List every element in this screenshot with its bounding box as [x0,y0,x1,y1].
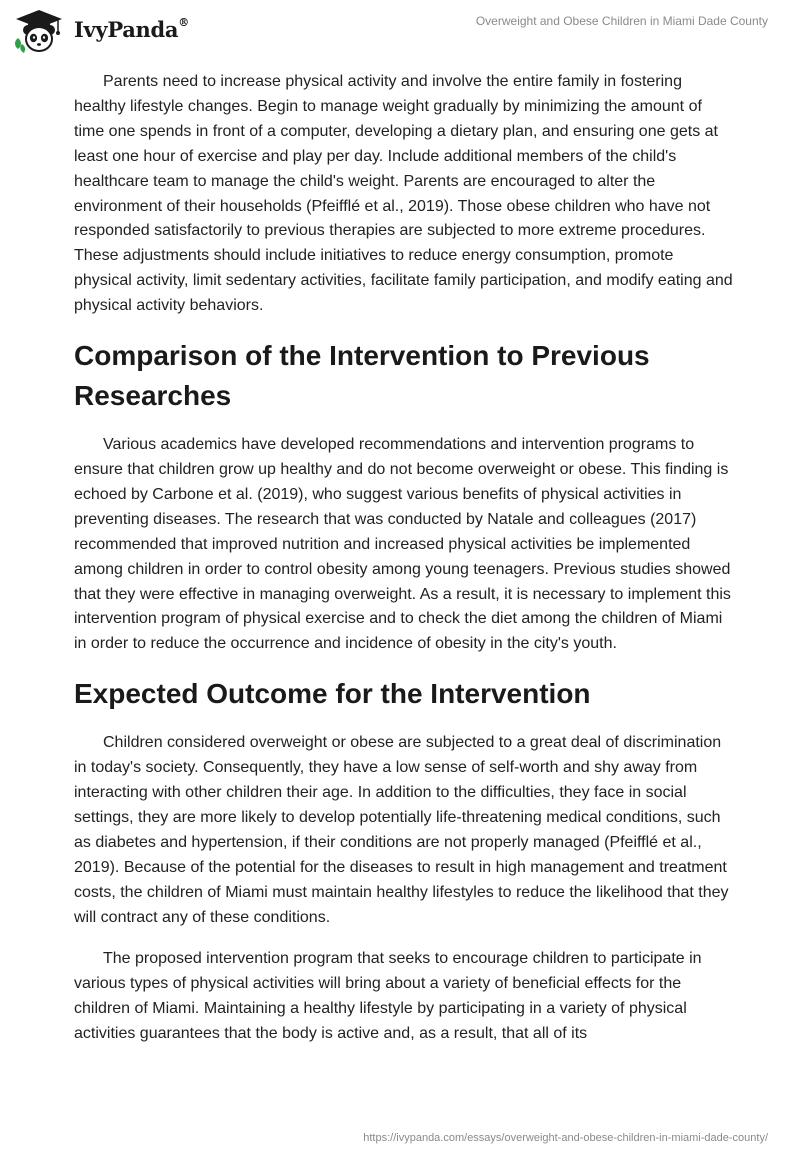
registered-mark: ® [178,15,189,29]
document-title: Overweight and Obese Children in Miami Dade County [475,14,768,28]
article-body [74,70,734,1047]
brand-name [74,17,189,42]
source-url[interactable]: https://ivypanda.com/essays/overweight-and-obese-children-in-miami-dade-county/ [363,1132,768,1144]
ivypanda-logo[interactable] [12,8,189,54]
paragraph-discrimination: Children considered overweight or obese are subjected to a great deal of discrimination in today's society. Consequently, they have a low sense of self-worth and shy away from interacting with other children their age. In addition to the difficulties, they face in social settings, they are more likely to develop potentially life-threatening medical conditions, such as diabetes and hypertension, if their conditions are not properly managed (Pfeifflé et al., 2019). Because of the potential for the diseases to result in high management and treatment costs, the children of Miami must maintain healthy lifestyles to reduce the likelihood that they will contract any of these conditions. [74,734,729,926]
panda-graduation-cap-icon [12,8,66,54]
page-header [0,0,800,64]
paragraph-proposed-program: The proposed intervention program that seeks to encourage children to participate in various types of physical activities will bring about a variety of beneficial effects for the children of Miami. Maintaining a healthy lifestyle by participating in a variety of physical activities guarantees that the body is active and, as a result, that all of its [74,950,702,1043]
paragraph-family-activity: Parents need to increase physical activity and involve the entire family in fostering healthy lifestyle changes. Begin to manage weight gradually by minimizing the amount of time one spends in front of a computer, developing a dietary plan, and ensuring one gets at least one hour of exercise and play per day. Include additional members of the child's healthcare team to manage the child's weight. Parents are encouraged to alter the environment of their households (Pfeifflé et al., 2019). Those obese children who have not responded satisfactorily to previous therapies are subjected to more extreme procedures. These adjustments should include initiatives to reduce energy consumption, promote physical activity, limit sedentary activities, facilitate family participation, and modify eating and physical activity behaviors. [74,73,733,315]
heading-expected-outcome: Expected Outcome for the Intervention [74,678,591,710]
brand-name-text: IvyPanda [74,16,179,42]
heading-comparison: Comparison of the Intervention to Previous Researches [74,340,650,412]
paragraph-previous-research: Various academics have developed recommendations and intervention programs to ensure that children grow up healthy and do not become overweight or obese. This finding is echoed by Carbone et al. (2019), who suggest various benefits of physical activities in preventing diseases. The research that was conducted by Natale and colleagues (2017) recommended that improved nutrition and increased physical activities be implemented among children in order to control obesity among young teenagers. Previous studies showed that they were effective in managing overweight. As a result, it is necessary to implement this intervention program of physical exercise and to check the diet among the children of Miami in order to reduce the occurrence and incidence of obesity in the city's youth. [74,436,731,653]
